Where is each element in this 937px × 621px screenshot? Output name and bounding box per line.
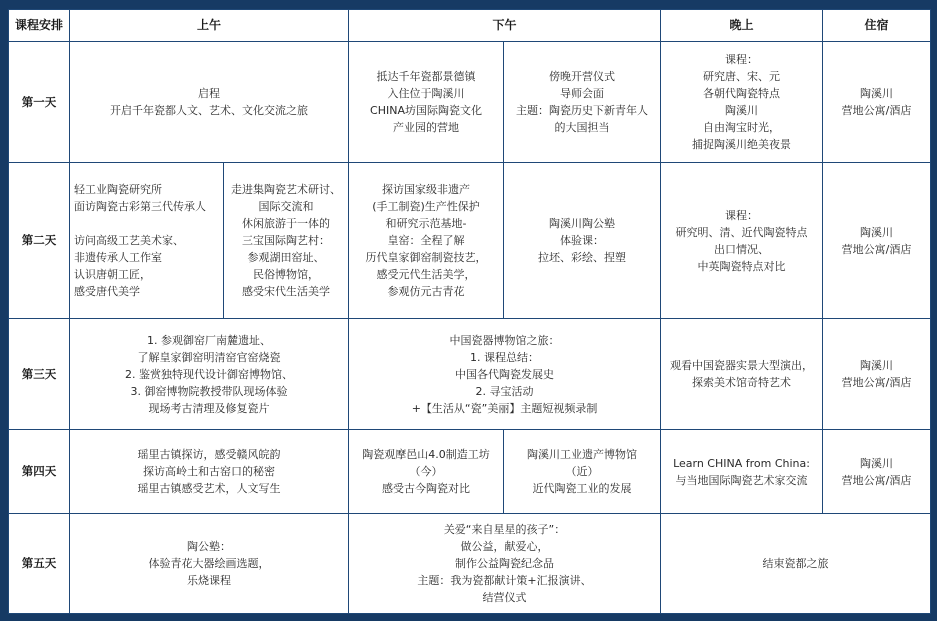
day2-morning-a: 轻工业陶瓷研究所 面访陶瓷古彩第三代传承人 访问高级工艺美术家、 非遗传承人工作室 认识唐朝工匠， 感受唐代美学 xyxy=(70,163,224,319)
schedule-table xyxy=(8,9,931,614)
day-label: 第一天 xyxy=(9,42,70,163)
day2-afternoon-a: 探访国家级非遗产 (手工制瓷)生产性保护 和研究示范基地- 皇窑：全程了解 历代皇家御窑制瓷技艺， 感受元代生活美学， 参观仿元古青花 xyxy=(349,163,504,319)
day-label: 第五天 xyxy=(9,514,70,614)
header-schedule: 课程安排 xyxy=(9,10,70,42)
day4-afternoon-b: 陶溪川工业遗产博物馆 （近） 近代陶瓷工业的发展 xyxy=(504,430,661,514)
table-row-day2 xyxy=(9,163,931,319)
day1-lodging: 陶溪川 营地公寓/酒店 xyxy=(823,42,931,163)
day2-lodging: 陶溪川 营地公寓/酒店 xyxy=(823,163,931,319)
day2-afternoon-b: 陶溪川陶公塾 体验课： 拉坯、彩绘、捏塑 xyxy=(504,163,661,319)
day5-evening-lodging: 结束瓷都之旅 xyxy=(661,514,931,614)
day4-morning: 瑶里古镇探访，感受赣风皖韵 探访高岭土和古窑口的秘密 瑶里古镇感受艺术，人文写生 xyxy=(70,430,349,514)
day1-evening: 课程： 研究唐、宋、元 各朝代陶瓷特点 陶溪川 自由淘宝时光， 捕捉陶溪川绝美夜景 xyxy=(661,42,823,163)
day2-evening: 课程： 研究明、清、近代陶瓷特点 出口情况、 中英陶瓷特点对比 xyxy=(661,163,823,319)
table-row-day5 xyxy=(9,514,931,614)
day1-afternoon-a: 抵达千年瓷都景德镇 入住位于陶溪川 CHINA坊国际陶瓷文化 产业园的营地 xyxy=(349,42,504,163)
day1-morning: 启程 开启千年瓷都人文、艺术、文化交流之旅 xyxy=(70,42,349,163)
day4-afternoon-a: 陶瓷观摩邑山4.0制造工坊 （今） 感受古今陶瓷对比 xyxy=(349,430,504,514)
table-row-day4 xyxy=(9,430,931,514)
schedule-frame xyxy=(8,9,930,614)
day3-morning: 1. 参观御窑厂南麓遗址、 了解皇家御窑明清窑官窑烧瓷 2. 鉴赏独特现代设计御窑博物馆、 3. 御窑博物院教授带队现场体验 现场考古清理及修复瓷片 xyxy=(70,319,349,430)
day1-afternoon-b: 傍晚开营仪式 导师会面 主题：陶瓷历史下新青年人 的大国担当 xyxy=(504,42,661,163)
day-label: 第三天 xyxy=(9,319,70,430)
header-evening: 晚上 xyxy=(661,10,823,42)
header-morning: 上午 xyxy=(70,10,349,42)
day-label: 第二天 xyxy=(9,163,70,319)
day3-afternoon: 中国瓷器博物馆之旅： 1. 课程总结： 中国各代陶瓷发展史 2. 寻宝活动 +【生活从“瓷”美丽】主题短视频录制 xyxy=(349,319,661,430)
header-row xyxy=(9,10,931,42)
header-afternoon: 下午 xyxy=(349,10,661,42)
day-label: 第四天 xyxy=(9,430,70,514)
day5-morning: 陶公塾： 体验青花大器绘画选题， 乐烧课程 xyxy=(70,514,349,614)
day2-morning-b: 走进集陶瓷艺术研讨、 国际交流和 休闲旅游于一体的 三宝国际陶艺村： 参观湖田窑址、 民俗博物馆， 感受宋代生活美学 xyxy=(224,163,349,319)
day3-evening: 观看中国瓷器实景大型演出， 探索美术馆奇特艺术 xyxy=(661,319,823,430)
table-row-day1 xyxy=(9,42,931,163)
header-lodging: 住宿 xyxy=(823,10,931,42)
day4-evening: Learn CHINA from China: 与当地国际陶瓷艺术家交流 xyxy=(661,430,823,514)
day3-lodging: 陶溪川 营地公寓/酒店 xyxy=(823,319,931,430)
day5-afternoon: 关爱“来自星星的孩子”： 做公益，献爱心， 制作公益陶瓷纪念品 主题：我为瓷都献计策+汇报演讲、 结营仪式 xyxy=(349,514,661,614)
day4-lodging: 陶溪川 营地公寓/酒店 xyxy=(823,430,931,514)
table-row-day3 xyxy=(9,319,931,430)
